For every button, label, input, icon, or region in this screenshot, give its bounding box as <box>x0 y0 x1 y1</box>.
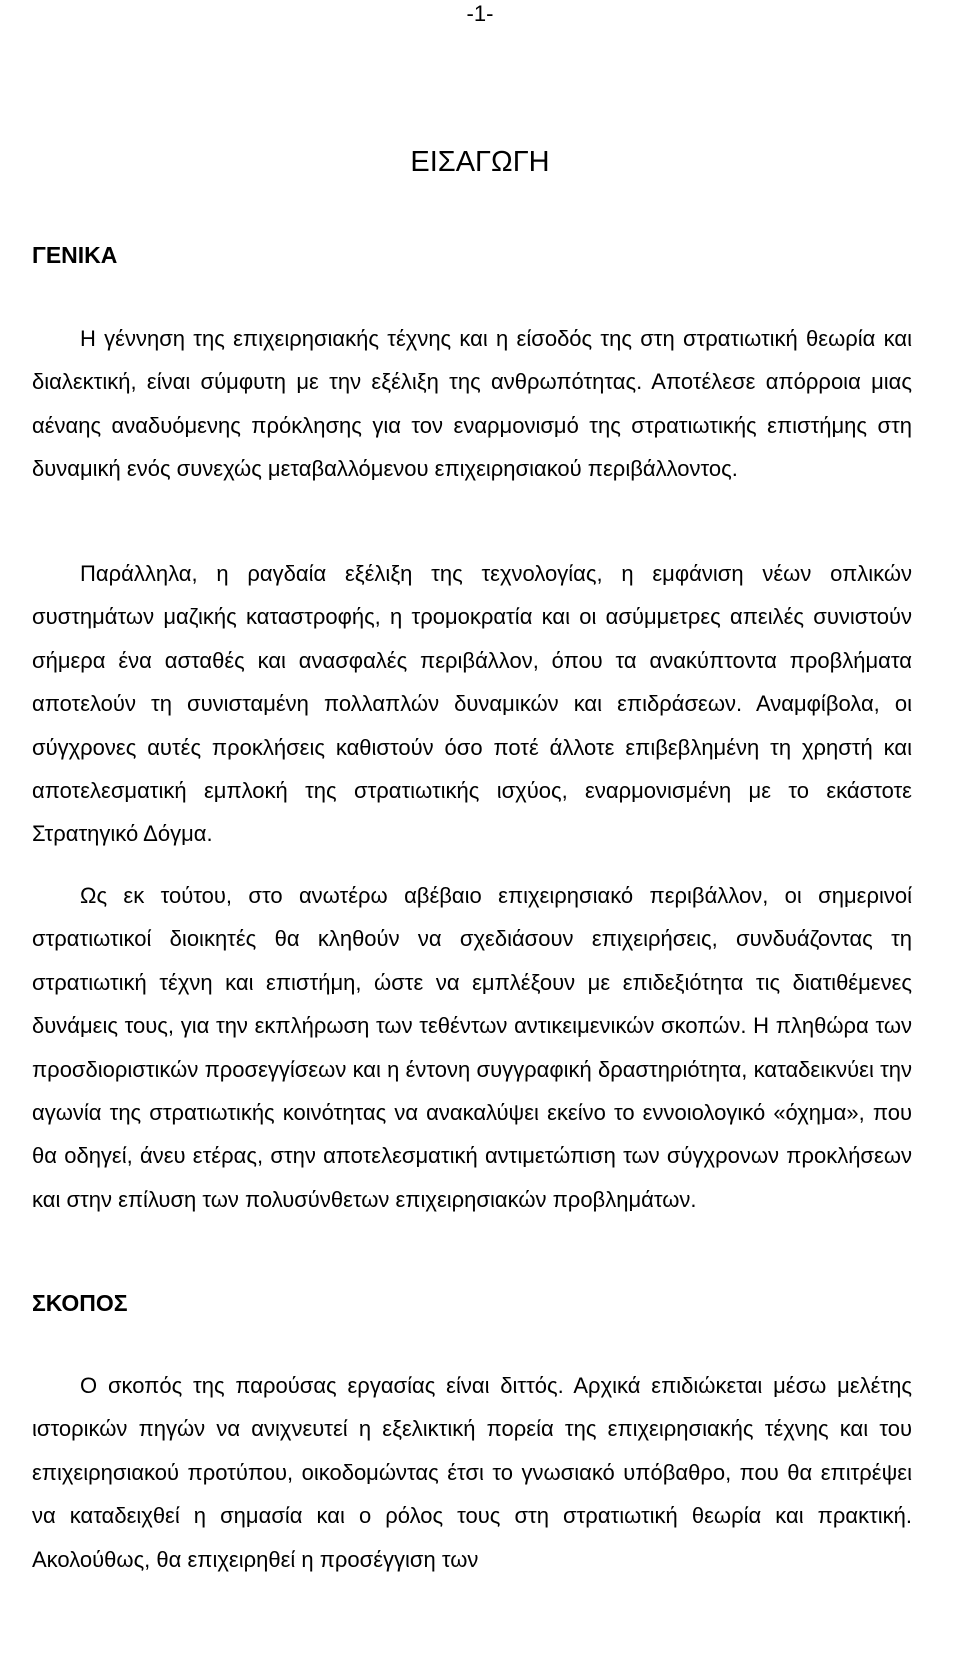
page-number: -1- <box>466 1 494 26</box>
purpose-paragraph-1: Ο σκοπός της παρούσας εργασίας είναι διττός. Αρχικά επιδιώκεται μέσω μελέτης ιστορικών πηγών να ανιχνευτεί η εξελικτική πορεία της επιχειρησιακής τέχνης και του επιχειρησιακού προτύπου, οικοδομώντας έτσι το γνωσιακό υπόβαθρο, που θα επιτρέψει να καταδειχθεί η σημασία και ο ρόλος τους στη στρατιωτική θεωρία και πρακτική. Ακολούθως, θα επιχειρηθεί η προσέγγιση των <box>32 1373 912 1572</box>
general-paragraph-3: Ως εκ τούτου, στο ανωτέρω αβέβαιο επιχειρησιακό περιβάλλον, οι σημερινοί στρατιωτικοί διοικητές θα κληθούν να σχεδιάσουν επιχειρήσεις, συνδυάζοντας τη στρατιωτική τέχνη και επιστήμη, ώστε να εμπλέξουν με επιδεξιότητα τις διατιθέμενες δυνάμεις τους, για την εκπλήρωση των τεθέντων αντικειμενικών σκοπών. Η πληθώρα των προσδιοριστικών προσεγγίσεων και η έντονη συγγραφική δραστηριότητα, καταδεικνύει την αγωνία της στρατιωτικής κοινότητας να ανακαλύψει εκείνο το εννοιολογικό «όχημα», που θα οδηγεί, άνευ ετέρας, στην αποτελεσματική αντιμετώπιση των σύγχρονων προκλήσεων και στην επίλυση των πολυσύνθετων επιχειρησιακών προβλημάτων. <box>32 883 912 1212</box>
general-paragraph-2: Παράλληλα, η ραγδαία εξέλιξη της τεχνολογίας, η εμφάνιση νέων οπλικών συστημάτων μαζικής καταστροφής, η τρομοκρατία και οι ασύμμετρες απειλές συνιστούν σήμερα ένα ασταθές και ανασφαλές περιβάλλον, όπου τα ανακύπτοντα προβλήματα αποτελούν τη συνισταμένη πολλαπλών δυναμικών και επιδράσεων. Αναμφίβολα, οι σύγχρονες αυτές προκλήσεις καθιστούν όσο ποτέ άλλοτε επιβεβλημένη τη χρηστή και αποτελεσματική εμπλοκή της στρατιωτικής ισχύος, εναρμονισμένη με το εκάστοτε Στρατηγικό Δόγμα. <box>32 561 912 847</box>
section-heading-general: ΓΕΝΙΚΑ <box>32 242 118 268</box>
general-paragraph-1: Η γέννηση της επιχειρησιακής τέχνης και η είσοδός της στη στρατιωτική θεωρία και διαλεκτική, είναι σύμφυτη με την εξέλιξη της ανθρωπότητας. Αποτέλεσε απόρροια μιας αέναης αναδυόμενης πρόκλησης για τον εναρμονισμό της στρατιωτικής επιστήμης στη δυναμική ενός συνεχώς μεταβαλλόμενου επιχειρησιακού περιβάλλοντος. <box>32 326 912 482</box>
document-title: ΕΙΣΑΓΩΓΗ <box>410 146 550 178</box>
section-heading-purpose: ΣΚΟΠΟΣ <box>32 1290 128 1316</box>
